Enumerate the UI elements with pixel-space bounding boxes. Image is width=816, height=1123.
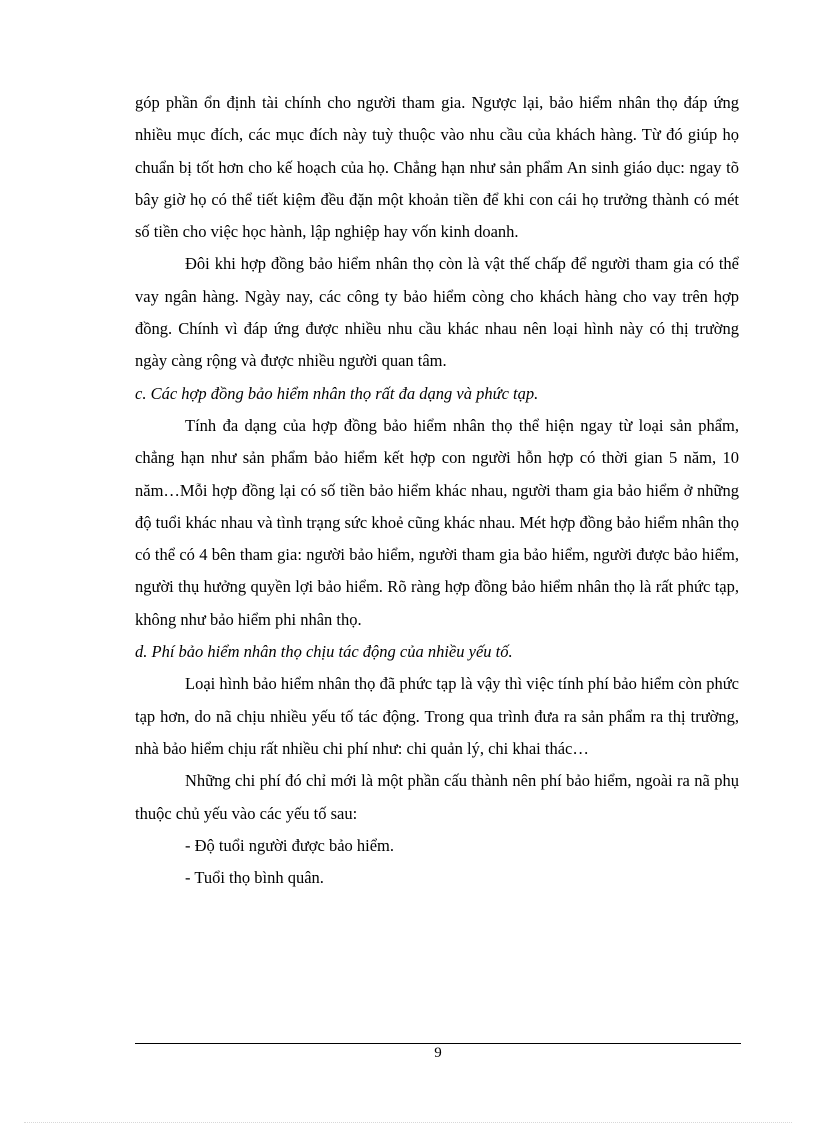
- paragraph-continuation: góp phần ổn định tài chính cho người tham gia. Ngược lại, bảo hiểm nhân thọ đáp ứng nhiều mục đích, các mục đích này tuỳ thuộc vào nhu cầu của khách hàng. Từ đó giúp họ chuẩn bị tốt hơn cho kế hoạch của họ. Chẳng hạn như sản phẩm An sinh giáo dục: ngay tõ bây giờ họ có thể tiết kiệm đều đặn một khoản tiền để khi con cái họ trưởng thành có mét số tiền cho việc học hành, lập nghiệp hay vốn kinh doanh.: [135, 93, 739, 242]
- paragraph-collateral: Đôi khi hợp đồng bảo hiểm nhân thọ còn là vật thế chấp để người tham gia có thể vay ngân hàng. Ngày nay, các công ty bảo hiểm còng cho khách hàng cho vay trên hợp đồng. Chính vì đáp ứng được nhiều nhu cầu khác nhau nên loại hình này có thị trường ngày càng rộng và được nhiều người quan tâm.: [135, 254, 739, 371]
- page-number: 9: [434, 1045, 442, 1061]
- paragraph-factors: Những chi phí đó chỉ mới là một phần cấu thành nên phí bảo hiểm, ngoài ra nã phụ thuộc chủ yếu vào các yếu tố sau:: [135, 771, 739, 823]
- body-text: [135, 87, 739, 894]
- list-item-age: - Độ tuổi người được bảo hiểm.: [185, 835, 395, 855]
- paragraph-premium: Loại hình bảo hiểm nhân thọ đã phức tạp là vậy thì việc tính phí bảo hiểm còn phức tạp hơn, do nã chịu nhiều yếu tố tác động. Trong qua trình đưa ra sản phẩm ra thị trường, nhà bảo hiểm chịu rất nhiều chi phí như: chi quản lý, chi khai thác…: [135, 674, 739, 758]
- list-item-lifespan: - Tuổi thọ bình quân.: [185, 868, 324, 888]
- paragraph-diversity: Tính đa dạng của hợp đồng bảo hiểm nhân thọ thể hiện ngay từ loại sản phẩm, chẳng hạn như sản phẩm bảo hiểm kết hợp con người hỗn hợp có thời gian 5 năm, 10 năm…Mỗi hợp đồng lại có số tiền bảo hiểm khác nhau, người tham gia bảo hiểm ở những độ tuổi khác nhau và tình trạng sức khoẻ cũng khác nhau. Mét hợp đồng bảo hiểm nhân thọ có thể có 4 bên tham gia: người bảo hiểm, người tham gia bảo hiểm, người được bảo hiểm, người thụ hưởng quyền lợi bảo hiểm. Rõ ràng hợp đồng bảo hiểm nhân thọ là rất phức tạp, không như bảo hiểm phi nhân thọ.: [135, 415, 739, 629]
- subheading-d: d. Phí bảo hiểm nhân thọ chịu tác động của nhiều yếu tố.: [135, 642, 513, 662]
- subheading-c: c. Các hợp đồng bảo hiểm nhân thọ rất đa dạng và phức tạp.: [135, 383, 539, 403]
